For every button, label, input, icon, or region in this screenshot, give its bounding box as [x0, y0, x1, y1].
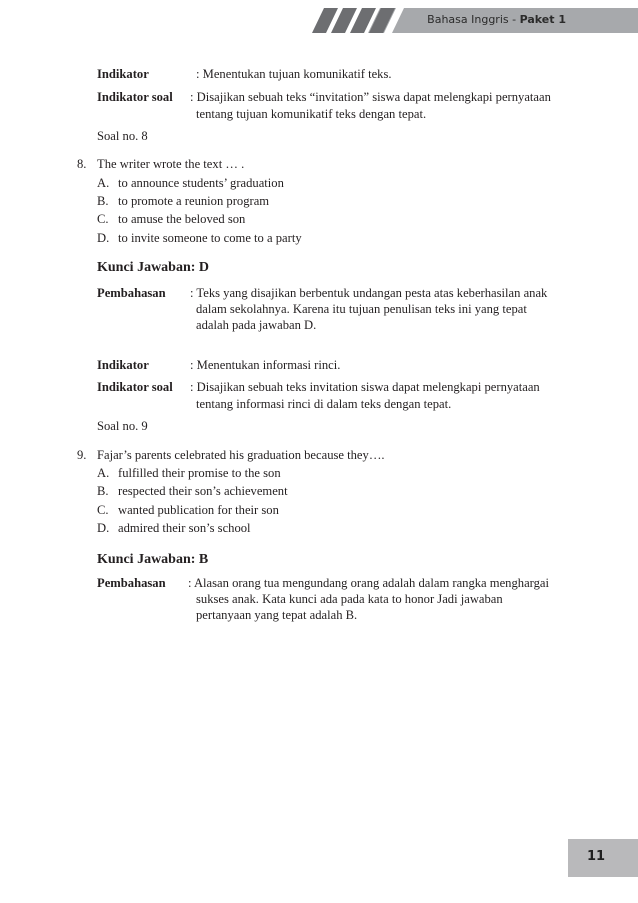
q8-option-c-text: to amuse the beloved son — [118, 212, 246, 226]
q8-option-d-letter: D. — [97, 231, 110, 245]
pembahasan-8-line2: dalam sekolahnya. Karena itu tujuan penulisan teks ini yang tepat — [196, 302, 527, 316]
indikator-value-1: : Menentukan tujuan komunikatif teks. — [196, 67, 392, 81]
page-number-box — [568, 839, 638, 877]
pembahasan-9-line1: : Alasan orang tua mengundang orang adalah dalam rangka menghargai — [188, 576, 550, 590]
kunci-jawaban-8: Kunci Jawaban: D — [97, 260, 210, 275]
soal-number-8: Soal no. 8 — [97, 129, 148, 143]
header-paket: Paket 1 — [519, 13, 566, 26]
pembahasan-8-line1: : Teks yang disajikan berbentuk undangan pesta atas keberhasilan anak — [190, 286, 548, 300]
q8-option-b-text: to promote a reunion program — [118, 194, 270, 208]
page-number: 11 — [586, 849, 606, 864]
q9-option-c-letter: C. — [97, 503, 109, 517]
q9-option-d-letter: D. — [97, 521, 110, 535]
q9-option-b-text: respected their son’s achievement — [118, 484, 288, 498]
soal-number-9: Soal no. 9 — [97, 419, 148, 433]
pembahasan-label-8: Pembahasan — [97, 286, 166, 300]
pembahasan-label-9: Pembahasan — [97, 576, 166, 590]
question-8-stem: The writer wrote the text … . — [97, 157, 245, 171]
q9-option-c-text: wanted publication for their son — [118, 503, 279, 517]
q9-option-d-text: admired their son’s school — [118, 521, 251, 535]
q9-option-a-text: fulfilled their promise to the son — [118, 466, 281, 480]
indikator-soal-label-1: Indikator soal — [97, 90, 173, 104]
pembahasan-8-line3: adalah pada jawaban D. — [196, 318, 317, 332]
q8-option-d-text: to invite someone to come to a party — [118, 231, 302, 245]
indikator-label-1: Indikator — [97, 67, 149, 81]
question-9-number: 9. — [77, 448, 87, 462]
indikator-soal-label-2: Indikator soal — [97, 380, 173, 394]
question-9-stem: Fajar’s parents celebrated his graduation because they…. — [97, 448, 385, 462]
q9-option-b-letter: B. — [97, 484, 109, 498]
q8-option-a-letter: A. — [97, 176, 110, 190]
question-8-number: 8. — [77, 157, 87, 171]
q8-option-a-text: to announce students’ graduation — [118, 176, 284, 190]
kunci-jawaban-9: Kunci Jawaban: B — [97, 552, 209, 567]
indikator-label-2: Indikator — [97, 358, 149, 372]
header-subject: Bahasa Inggris - — [427, 13, 520, 26]
indikator-soal-line1-1: : Disajikan sebuah teks “invitation” siswa dapat melengkapi pernyataan — [190, 90, 551, 104]
header-band — [0, 0, 638, 40]
indikator-value-2: : Menentukan informasi rinci. — [190, 358, 341, 372]
indikator-soal-line2-2: tentang informasi rinci di dalam teks dengan tepat. — [196, 397, 452, 411]
pembahasan-9-line3: pertanyaan yang tepat adalah B. — [196, 608, 358, 622]
header-title — [427, 13, 566, 26]
q8-option-c-letter: C. — [97, 212, 109, 226]
pembahasan-9-line2: sukses anak. Kata kunci ada pada kata to honor Jadi jawaban — [196, 592, 503, 606]
q8-option-b-letter: B. — [97, 194, 109, 208]
q9-option-a-letter: A. — [97, 466, 110, 480]
indikator-soal-line1-2: : Disajikan sebuah teks invitation siswa dapat melengkapi pernyataan — [190, 380, 540, 394]
indikator-soal-line2-1: tentang tujuan komunikatif teks dengan tepat. — [196, 107, 427, 121]
